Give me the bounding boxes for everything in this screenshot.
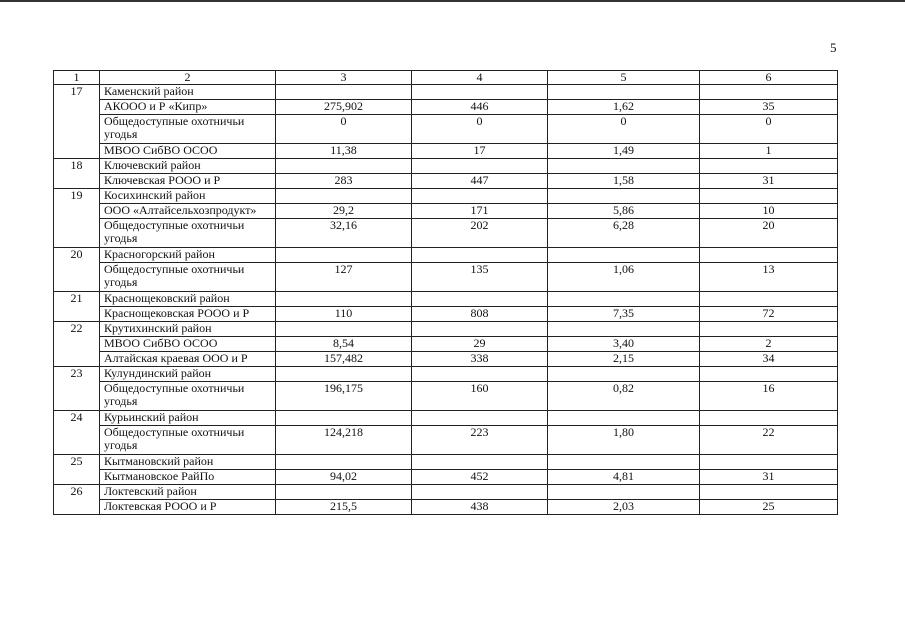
- table-row: [54, 204, 838, 219]
- value-cell: 0: [276, 115, 412, 144]
- empty-cell: [548, 85, 700, 100]
- value-cell: 202: [412, 219, 548, 248]
- value-cell: 2: [700, 337, 838, 352]
- org-name: Кытмановское РайПо: [100, 470, 276, 485]
- value-cell: 808: [412, 307, 548, 322]
- org-name: МВОО СибВО ОСОО: [100, 144, 276, 159]
- district-name: Курьинский район: [100, 411, 276, 426]
- district-row: [54, 455, 838, 470]
- value-cell: 29: [412, 337, 548, 352]
- empty-cell: [700, 159, 838, 174]
- row-number: 22: [54, 322, 100, 367]
- empty-cell: [412, 159, 548, 174]
- empty-cell: [276, 411, 412, 426]
- empty-cell: [412, 367, 548, 382]
- empty-cell: [276, 85, 412, 100]
- value-cell: 2,15: [548, 352, 700, 367]
- org-name: Общедоступные охотничьи угодья: [100, 426, 276, 455]
- table-row: [54, 352, 838, 367]
- empty-cell: [276, 485, 412, 500]
- value-cell: 1,80: [548, 426, 700, 455]
- empty-cell: [412, 411, 548, 426]
- table-row: [54, 174, 838, 189]
- value-cell: 35: [700, 100, 838, 115]
- empty-cell: [700, 455, 838, 470]
- data-table: [53, 70, 838, 515]
- empty-cell: [412, 189, 548, 204]
- empty-cell: [700, 485, 838, 500]
- table-row: [54, 307, 838, 322]
- empty-cell: [548, 189, 700, 204]
- empty-cell: [412, 85, 548, 100]
- row-number: 19: [54, 189, 100, 248]
- org-name: АКООО и Р «Кипр»: [100, 100, 276, 115]
- value-cell: 72: [700, 307, 838, 322]
- value-cell: 452: [412, 470, 548, 485]
- table-header: [54, 71, 838, 85]
- value-cell: 1,06: [548, 263, 700, 292]
- value-cell: 223: [412, 426, 548, 455]
- value-cell: 94,02: [276, 470, 412, 485]
- empty-cell: [548, 322, 700, 337]
- district-row: [54, 189, 838, 204]
- district-name: Локтевский район: [100, 485, 276, 500]
- district-name: Каменский район: [100, 85, 276, 100]
- org-name: МВОО СибВО ОСОО: [100, 337, 276, 352]
- value-cell: 0,82: [548, 382, 700, 411]
- table-row: [54, 263, 838, 292]
- row-number: 18: [54, 159, 100, 189]
- table-row: [54, 144, 838, 159]
- district-row: [54, 292, 838, 307]
- value-cell: 17: [412, 144, 548, 159]
- empty-cell: [700, 292, 838, 307]
- district-name: Ключевский район: [100, 159, 276, 174]
- org-name: Алтайская краевая ООО и Р: [100, 352, 276, 367]
- district-row: [54, 248, 838, 263]
- district-name: Красногорский район: [100, 248, 276, 263]
- value-cell: 196,175: [276, 382, 412, 411]
- empty-cell: [412, 322, 548, 337]
- district-name: Кулундинский район: [100, 367, 276, 382]
- value-cell: 31: [700, 470, 838, 485]
- value-cell: 6,28: [548, 219, 700, 248]
- empty-cell: [548, 411, 700, 426]
- empty-cell: [412, 292, 548, 307]
- org-name: Локтевская РООО и Р: [100, 500, 276, 515]
- table-row: [54, 219, 838, 248]
- empty-cell: [700, 322, 838, 337]
- value-cell: 110: [276, 307, 412, 322]
- value-cell: 11,38: [276, 144, 412, 159]
- row-number: 17: [54, 85, 100, 159]
- org-name: Общедоступные охотничьи угодья: [100, 382, 276, 411]
- table-row: [54, 470, 838, 485]
- table-body: [54, 85, 838, 515]
- district-row: [54, 322, 838, 337]
- district-row: [54, 85, 838, 100]
- district-row: [54, 411, 838, 426]
- top-rule: [0, 0, 905, 2]
- value-cell: 16: [700, 382, 838, 411]
- empty-cell: [276, 189, 412, 204]
- value-cell: 0: [700, 115, 838, 144]
- empty-cell: [412, 248, 548, 263]
- table-row: [54, 115, 838, 144]
- org-name: Ключевская РООО и Р: [100, 174, 276, 189]
- value-cell: 34: [700, 352, 838, 367]
- empty-cell: [276, 159, 412, 174]
- value-cell: 3,40: [548, 337, 700, 352]
- header-cell: 4: [412, 71, 548, 85]
- table-row: [54, 426, 838, 455]
- header-cell: 5: [548, 71, 700, 85]
- value-cell: 135: [412, 263, 548, 292]
- empty-cell: [700, 189, 838, 204]
- empty-cell: [548, 292, 700, 307]
- empty-cell: [700, 248, 838, 263]
- page-number: 5: [830, 40, 837, 55]
- value-cell: 171: [412, 204, 548, 219]
- value-cell: 2,03: [548, 500, 700, 515]
- row-number: 21: [54, 292, 100, 322]
- empty-cell: [276, 322, 412, 337]
- table-row: [54, 382, 838, 411]
- org-name: ООО «Алтайсельхозпродукт»: [100, 204, 276, 219]
- value-cell: 10: [700, 204, 838, 219]
- district-name: Крутихинский район: [100, 322, 276, 337]
- value-cell: 157,482: [276, 352, 412, 367]
- value-cell: 275,902: [276, 100, 412, 115]
- empty-cell: [548, 455, 700, 470]
- org-name: Общедоступные охотничьи угодья: [100, 219, 276, 248]
- empty-cell: [548, 485, 700, 500]
- empty-cell: [548, 367, 700, 382]
- value-cell: 446: [412, 100, 548, 115]
- district-name: Краснощековский район: [100, 292, 276, 307]
- org-name: Общедоступные охотничьи угодья: [100, 115, 276, 144]
- empty-cell: [412, 485, 548, 500]
- empty-cell: [412, 455, 548, 470]
- value-cell: 29,2: [276, 204, 412, 219]
- district-name: Кытмановский район: [100, 455, 276, 470]
- value-cell: 438: [412, 500, 548, 515]
- value-cell: 215,5: [276, 500, 412, 515]
- empty-cell: [276, 367, 412, 382]
- value-cell: 25: [700, 500, 838, 515]
- header-cell: 1: [54, 71, 100, 85]
- value-cell: 1: [700, 144, 838, 159]
- header-cell: 3: [276, 71, 412, 85]
- value-cell: 32,16: [276, 219, 412, 248]
- empty-cell: [700, 85, 838, 100]
- district-row: [54, 159, 838, 174]
- value-cell: 7,35: [548, 307, 700, 322]
- value-cell: 127: [276, 263, 412, 292]
- value-cell: 447: [412, 174, 548, 189]
- value-cell: 1,62: [548, 100, 700, 115]
- value-cell: 0: [412, 115, 548, 144]
- value-cell: 22: [700, 426, 838, 455]
- row-number: 23: [54, 367, 100, 411]
- org-name: Общедоступные охотничьи угодья: [100, 263, 276, 292]
- district-name: Косихинский район: [100, 189, 276, 204]
- value-cell: 0: [548, 115, 700, 144]
- row-number: 26: [54, 485, 100, 515]
- value-cell: 8,54: [276, 337, 412, 352]
- empty-cell: [548, 159, 700, 174]
- value-cell: 338: [412, 352, 548, 367]
- value-cell: 283: [276, 174, 412, 189]
- value-cell: 20: [700, 219, 838, 248]
- value-cell: 4,81: [548, 470, 700, 485]
- row-number: 25: [54, 455, 100, 485]
- empty-cell: [276, 292, 412, 307]
- value-cell: 160: [412, 382, 548, 411]
- value-cell: 1,49: [548, 144, 700, 159]
- empty-cell: [276, 248, 412, 263]
- value-cell: 13: [700, 263, 838, 292]
- empty-cell: [700, 411, 838, 426]
- value-cell: 31: [700, 174, 838, 189]
- empty-cell: [276, 455, 412, 470]
- value-cell: 1,58: [548, 174, 700, 189]
- value-cell: 124,218: [276, 426, 412, 455]
- row-number: 20: [54, 248, 100, 292]
- header-cell: 2: [100, 71, 276, 85]
- header-cell: 6: [700, 71, 838, 85]
- district-row: [54, 367, 838, 382]
- district-row: [54, 485, 838, 500]
- table-row: [54, 100, 838, 115]
- org-name: Краснощековская РООО и Р: [100, 307, 276, 322]
- empty-cell: [700, 367, 838, 382]
- row-number: 24: [54, 411, 100, 455]
- table-row: [54, 500, 838, 515]
- value-cell: 5,86: [548, 204, 700, 219]
- table-row: [54, 337, 838, 352]
- empty-cell: [548, 248, 700, 263]
